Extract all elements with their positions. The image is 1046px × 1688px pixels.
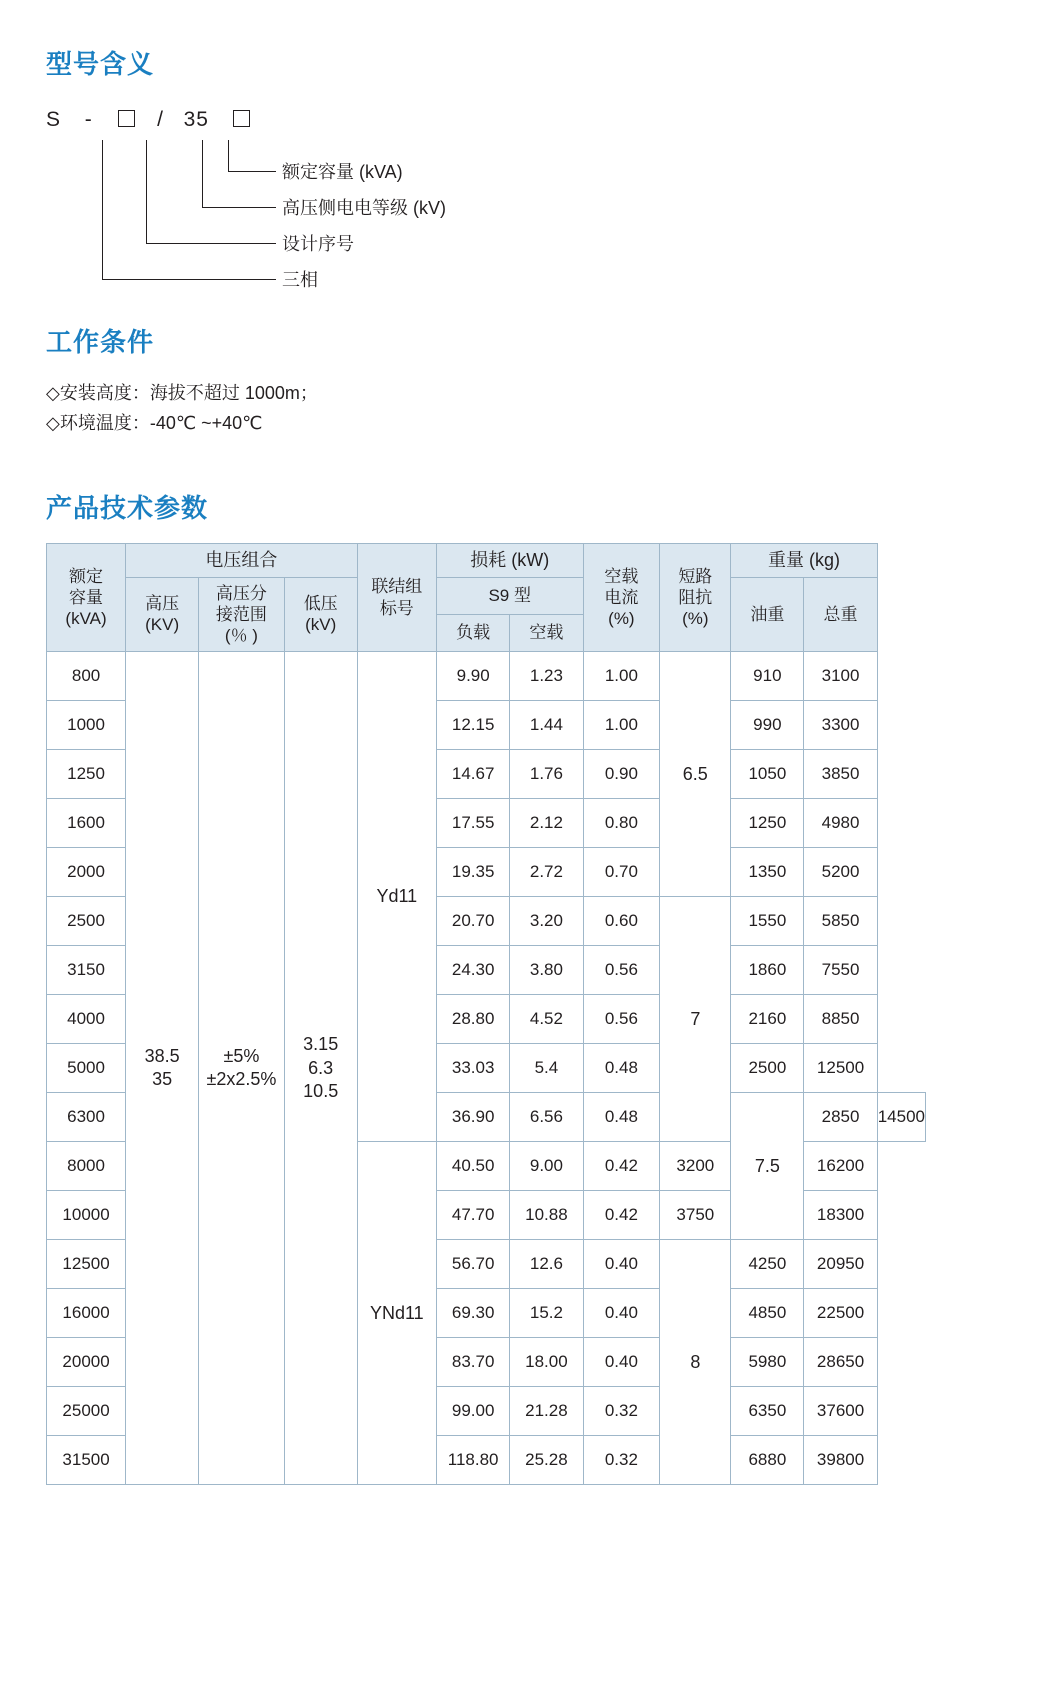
cell-loss-noload: 10.88: [510, 1191, 583, 1240]
cell-oil-weight: 1860: [731, 946, 804, 995]
cell-oil-weight: 6350: [731, 1387, 804, 1436]
cell-noload-current: 0.80: [583, 799, 660, 848]
cell-total-weight: 5850: [804, 897, 877, 946]
header-rated-capacity-line3: (kVA): [65, 609, 107, 629]
cell-total-weight: 4980: [804, 799, 877, 848]
cell-lv-line2: 6.3: [308, 1057, 334, 1078]
cell-lv-line1: 3.15: [303, 1034, 339, 1055]
cell-oil-weight: 4850: [731, 1289, 804, 1338]
cell-loss-noload: 6.56: [510, 1093, 583, 1142]
header-rated-capacity-line2: 容量: [69, 588, 104, 607]
cell-loss-load: 28.80: [436, 995, 509, 1044]
header-hv-tap-line1: 高压分: [215, 583, 267, 603]
cell-hv-tap-merged: [199, 652, 285, 1485]
cell-noload-current: 0.32: [583, 1436, 660, 1485]
cell-loss-load: 99.00: [436, 1387, 509, 1436]
cell-capacity: 12500: [47, 1240, 126, 1289]
cell-oil-weight: 2500: [731, 1044, 804, 1093]
cell-noload-current: 0.56: [583, 946, 660, 995]
cell-oil-weight: 1350: [731, 848, 804, 897]
cell-impedance-65: 6.5: [660, 652, 731, 897]
cell-capacity: 8000: [47, 1142, 126, 1191]
section-title-parameters: 产品技术参数: [46, 493, 209, 523]
cell-loss-noload: 1.76: [510, 750, 583, 799]
header-hv: [126, 577, 199, 652]
header-hv-tap-line2: 接范围: [215, 604, 267, 624]
spec-table-body: [47, 652, 926, 1485]
cell-capacity: 1250: [47, 750, 126, 799]
cell-oil-weight: 990: [731, 701, 804, 750]
header-lv-line2: (kV): [305, 615, 337, 635]
condition-item-altitude: ◇安装高度：海拔不超过 1000m；: [46, 383, 318, 403]
header-connection-line2: 标号: [379, 598, 414, 618]
leader-label-design-no: 设计序号: [282, 234, 354, 254]
header-hv-tap-range: [199, 577, 285, 652]
header-connection: [357, 544, 436, 652]
cell-total-weight: 20950: [804, 1240, 877, 1289]
model-designation-diagram: [46, 100, 606, 300]
model-code-box-2: [233, 110, 250, 127]
cell-total-weight: 18300: [804, 1191, 877, 1240]
header-voltage-group: 电压组合: [126, 544, 358, 578]
cell-oil-weight: 1250: [731, 799, 804, 848]
header-lv: [284, 577, 357, 652]
cell-capacity: 1000: [47, 701, 126, 750]
cell-total-weight: 16200: [804, 1142, 877, 1191]
cell-total-weight: 12500: [804, 1044, 877, 1093]
cell-capacity: 3150: [47, 946, 126, 995]
cell-loss-noload: 18.00: [510, 1338, 583, 1387]
header-hv-tap-line3: (％ ): [224, 626, 258, 645]
cell-oil-weight: 910: [731, 652, 804, 701]
cell-loss-load: 24.30: [436, 946, 509, 995]
cell-capacity: 10000: [47, 1191, 126, 1240]
cell-noload-current: 0.70: [583, 848, 660, 897]
cell-oil-weight: 6880: [731, 1436, 804, 1485]
cell-loss-load: 9.90: [436, 652, 509, 701]
model-code-box-1: [118, 110, 135, 127]
cell-noload-current: 0.40: [583, 1338, 660, 1387]
cell-noload-current: 0.48: [583, 1093, 660, 1142]
header-lv-line1: 低压: [303, 594, 338, 614]
spec-table: [46, 543, 926, 1485]
cell-loss-noload: 1.23: [510, 652, 583, 701]
cell-impedance-7: 7: [660, 897, 731, 1142]
header-loss: 损耗 (kW): [436, 544, 583, 578]
spec-table-head: [47, 544, 926, 652]
cell-loss-load: 47.70: [436, 1191, 509, 1240]
cell-noload-current: 0.42: [583, 1191, 660, 1240]
cell-loss-noload: 1.44: [510, 701, 583, 750]
header-hv-line1: 高压: [145, 594, 180, 614]
leader-label-capacity: 额定容量 (kVA): [282, 162, 403, 182]
cell-noload-current: 0.56: [583, 995, 660, 1044]
cell-total-weight: 39800: [804, 1436, 877, 1485]
section-title-conditions: 工作条件: [46, 327, 155, 357]
cell-total-weight: 3300: [804, 701, 877, 750]
cell-loss-noload: 3.80: [510, 946, 583, 995]
cell-capacity: 4000: [47, 995, 126, 1044]
cell-capacity: 20000: [47, 1338, 126, 1387]
cell-oil-weight: 4250: [731, 1240, 804, 1289]
cell-loss-noload: 5.4: [510, 1044, 583, 1093]
cell-noload-current: 0.40: [583, 1240, 660, 1289]
cell-total-weight: 22500: [804, 1289, 877, 1338]
cell-total-weight: 5200: [804, 848, 877, 897]
header-rated-capacity-line1: 额定: [69, 566, 104, 586]
cell-hv-tap-line1: ±5%: [223, 1045, 260, 1066]
cell-capacity: 16000: [47, 1289, 126, 1338]
cell-loss-noload: 12.6: [510, 1240, 583, 1289]
header-noload-current-line1: 空载: [604, 566, 639, 586]
condition-item-temperature: ◇环境温度：-40℃ ~+40℃: [46, 413, 263, 433]
leader-label-three-phase: 三相: [282, 270, 318, 290]
table-row: [47, 652, 926, 701]
cell-loss-noload: 25.28: [510, 1436, 583, 1485]
spec-table-wrapper: [46, 543, 926, 1485]
cell-hv-tap-line2: ±2x2.5%: [206, 1069, 277, 1090]
cell-oil-weight: 3200: [660, 1142, 731, 1191]
cell-total-weight: 7550: [804, 946, 877, 995]
header-impedance: [660, 544, 731, 652]
cell-noload-current: 0.90: [583, 750, 660, 799]
cell-hv-line1: 38.5: [144, 1045, 180, 1066]
header-weight: 重量 (kg): [731, 544, 877, 578]
cell-loss-load: 17.55: [436, 799, 509, 848]
header-loss-load: 负载: [436, 614, 509, 651]
header-noload-current-line2: 电流: [604, 588, 639, 607]
header-noload-current-line3: (%): [608, 609, 635, 629]
cell-loss-noload: 4.52: [510, 995, 583, 1044]
cell-loss-load: 20.70: [436, 897, 509, 946]
header-loss-type: S9 型: [436, 577, 583, 614]
model-code-voltage: 35: [183, 108, 209, 131]
cell-impedance-8: 8: [660, 1240, 731, 1485]
header-oil-weight: 油重: [731, 577, 804, 652]
cell-total-weight: 28650: [804, 1338, 877, 1387]
cell-oil-weight: 3750: [660, 1191, 731, 1240]
cell-oil-weight: 2160: [731, 995, 804, 1044]
header-hv-line2: (KV): [145, 615, 180, 635]
cell-lv-line3: 10.5: [303, 1080, 339, 1101]
cell-noload-current: 0.60: [583, 897, 660, 946]
header-total-weight: 总重: [804, 577, 877, 652]
cell-oil-weight: 2850: [804, 1093, 877, 1142]
cell-noload-current: 1.00: [583, 701, 660, 750]
cell-capacity: 2500: [47, 897, 126, 946]
header-impedance-line2: 阻抗: [678, 588, 713, 607]
leader-label-hv-class: 高压侧电电等级 (kV): [282, 198, 446, 218]
header-rated-capacity: [47, 544, 126, 652]
header-impedance-line1: 短路: [678, 566, 713, 586]
cell-loss-noload: 15.2: [510, 1289, 583, 1338]
cell-loss-load: 19.35: [436, 848, 509, 897]
model-code-prefix: S: [46, 108, 62, 131]
cell-capacity: 5000: [47, 1044, 126, 1093]
model-code-dash: -: [84, 108, 93, 131]
cell-loss-noload: 3.20: [510, 897, 583, 946]
cell-loss-load: 69.30: [436, 1289, 509, 1338]
cell-connection-yd11: Yd11: [357, 652, 436, 1142]
cell-total-weight: 3100: [804, 652, 877, 701]
header-row-2: [47, 577, 926, 614]
header-loss-noload: 空载: [510, 614, 583, 651]
cell-loss-noload: 2.72: [510, 848, 583, 897]
cell-capacity: 1600: [47, 799, 126, 848]
cell-loss-noload: 21.28: [510, 1387, 583, 1436]
cell-noload-current: 0.42: [583, 1142, 660, 1191]
cell-loss-load: 83.70: [436, 1338, 509, 1387]
cell-lv-merged: [284, 652, 357, 1485]
cell-impedance-75: 7.5: [731, 1093, 804, 1240]
cell-loss-load: 33.03: [436, 1044, 509, 1093]
header-row-1: [47, 544, 926, 578]
header-noload-current: [583, 544, 660, 652]
cell-total-weight: 14500: [877, 1093, 925, 1142]
cell-noload-current: 0.48: [583, 1044, 660, 1093]
cell-loss-load: 36.90: [436, 1093, 509, 1142]
working-conditions-list: [46, 378, 318, 438]
cell-capacity: 31500: [47, 1436, 126, 1485]
cell-capacity: 6300: [47, 1093, 126, 1142]
model-code-row: [46, 108, 252, 132]
cell-total-weight: 3850: [804, 750, 877, 799]
cell-loss-load: 14.67: [436, 750, 509, 799]
leader-line-three-phase: [102, 140, 276, 280]
cell-loss-load: 118.80: [436, 1436, 509, 1485]
cell-loss-load: 56.70: [436, 1240, 509, 1289]
cell-oil-weight: 1050: [731, 750, 804, 799]
cell-noload-current: 1.00: [583, 652, 660, 701]
model-code-slash: /: [157, 108, 164, 131]
cell-hv-merged: [126, 652, 199, 1485]
cell-total-weight: 37600: [804, 1387, 877, 1436]
cell-hv-line2: 35: [152, 1069, 173, 1090]
cell-loss-load: 12.15: [436, 701, 509, 750]
cell-loss-load: 40.50: [436, 1142, 509, 1191]
cell-capacity: 25000: [47, 1387, 126, 1436]
cell-capacity: 2000: [47, 848, 126, 897]
header-impedance-line3: (%): [682, 609, 709, 629]
cell-oil-weight: 5980: [731, 1338, 804, 1387]
cell-connection-ynd11: YNd11: [357, 1142, 436, 1485]
cell-loss-noload: 2.12: [510, 799, 583, 848]
cell-noload-current: 0.40: [583, 1289, 660, 1338]
cell-noload-current: 0.32: [583, 1387, 660, 1436]
header-connection-line1: 联结组: [371, 577, 423, 597]
cell-oil-weight: 1550: [731, 897, 804, 946]
section-title-model: 型号含义: [46, 49, 155, 79]
cell-loss-noload: 9.00: [510, 1142, 583, 1191]
cell-total-weight: 8850: [804, 995, 877, 1044]
cell-capacity: 800: [47, 652, 126, 701]
